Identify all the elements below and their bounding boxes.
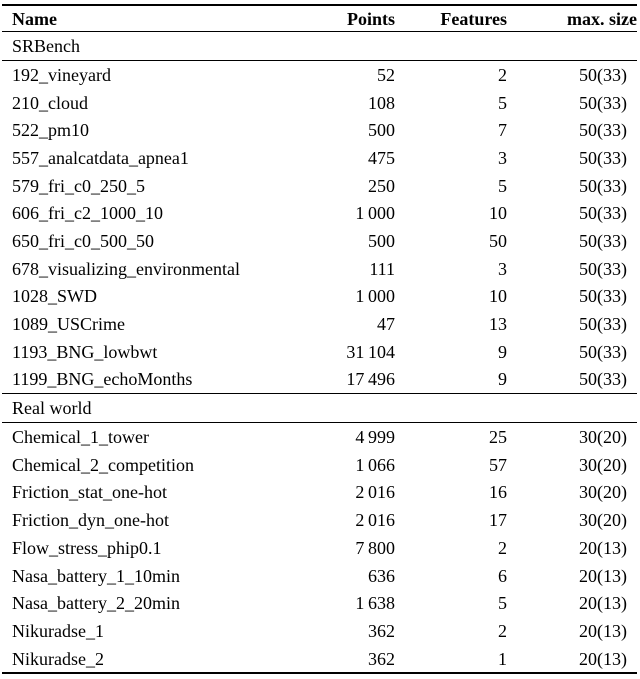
dataset-name-cell: Nasa_battery_1_10min	[12, 565, 180, 586]
value-cell: 50(33)	[579, 258, 627, 279]
value-cell: 20(13)	[579, 593, 627, 614]
value-cell: 108	[368, 92, 395, 113]
value-cell: 52	[377, 64, 395, 85]
table-row	[2, 589, 637, 617]
column-header-name: Name	[2, 5, 302, 32]
table-row	[2, 617, 637, 645]
dataset-name-cell: 1199_BNG_echoMonths	[12, 369, 193, 390]
value-cell: 2 016	[355, 510, 395, 531]
column-header-features: Features	[395, 5, 507, 32]
value-cell: 1 066	[355, 454, 395, 475]
table-row	[2, 227, 637, 255]
value-cell: 17 496	[346, 369, 395, 390]
value-cell: 6	[498, 565, 507, 586]
table-header	[2, 5, 637, 32]
dataset-name-cell: 678_visualizing_environmental	[12, 258, 240, 279]
dataset-name-cell: Nikuradse_2	[12, 648, 104, 669]
value-cell: 1 000	[355, 203, 395, 224]
value-cell: 20(13)	[579, 565, 627, 586]
table-row	[2, 255, 637, 283]
table-row	[2, 451, 637, 479]
value-cell: 13	[489, 314, 507, 335]
section-label: Real world	[2, 394, 637, 423]
dataset-name-cell: 1193_BNG_lowbwt	[12, 341, 158, 362]
value-cell: 5	[498, 92, 507, 113]
dataset-name-cell: 650_fri_c0_500_50	[12, 230, 154, 251]
value-cell: 16	[489, 482, 507, 503]
table-row	[2, 366, 637, 394]
value-cell: 636	[368, 565, 395, 586]
value-cell: 30(20)	[579, 427, 627, 448]
table-row	[2, 172, 637, 200]
value-cell: 1	[498, 648, 507, 669]
dataset-name-cell: Flow_stress_phip0.1	[12, 537, 162, 558]
value-cell: 47	[377, 314, 395, 335]
value-cell: 50(33)	[579, 369, 627, 390]
value-cell: 2	[498, 64, 507, 85]
value-cell: 2 016	[355, 482, 395, 503]
table-row	[2, 534, 637, 562]
value-cell: 50(33)	[579, 147, 627, 168]
table-row	[2, 61, 637, 89]
dataset-name-cell: 606_fri_c2_1000_10	[12, 203, 163, 224]
value-cell: 30(20)	[579, 510, 627, 531]
value-cell: 25	[489, 427, 507, 448]
value-cell: 7	[498, 120, 507, 141]
table-row	[2, 506, 637, 534]
value-cell: 30(20)	[579, 454, 627, 475]
value-cell: 500	[368, 120, 395, 141]
value-cell: 50(33)	[579, 286, 627, 307]
section-row	[2, 32, 637, 61]
value-cell: 50(33)	[579, 314, 627, 335]
dataset-name-cell: Nikuradse_1	[12, 620, 104, 641]
value-cell: 50(33)	[579, 175, 627, 196]
value-cell: 500	[368, 230, 395, 251]
table-row	[2, 310, 637, 338]
value-cell: 31 104	[346, 341, 395, 362]
value-cell: 10	[489, 203, 507, 224]
dataset-name-cell: Chemical_2_competition	[12, 454, 194, 475]
table-row	[2, 283, 637, 311]
value-cell: 5	[498, 593, 507, 614]
value-cell: 17	[489, 510, 507, 531]
section-label: SRBench	[2, 32, 637, 61]
value-cell: 1 638	[355, 593, 395, 614]
table-row	[2, 423, 637, 451]
value-cell: 9	[498, 369, 507, 390]
dataset-name-cell: Friction_dyn_one-hot	[12, 510, 169, 531]
datasets-table	[2, 4, 637, 674]
table-row	[2, 89, 637, 117]
value-cell: 50(33)	[579, 64, 627, 85]
dataset-name-cell: Friction_stat_one-hot	[12, 482, 167, 503]
value-cell: 50(33)	[579, 92, 627, 113]
table-row	[2, 479, 637, 507]
value-cell: 2	[498, 537, 507, 558]
value-cell: 20(13)	[579, 620, 627, 641]
value-cell: 3	[498, 258, 507, 279]
section-row	[2, 394, 637, 423]
value-cell: 9	[498, 341, 507, 362]
value-cell: 50(33)	[579, 120, 627, 141]
value-cell: 30(20)	[579, 482, 627, 503]
table-body	[2, 32, 637, 674]
dataset-name-cell: 579_fri_c0_250_5	[12, 175, 145, 196]
dataset-name-cell: 1089_USCrime	[12, 314, 126, 335]
value-cell: 4 999	[355, 427, 395, 448]
value-cell: 5	[498, 175, 507, 196]
value-cell: 7 800	[355, 537, 395, 558]
column-header-points: Points	[302, 5, 395, 32]
table-row	[2, 199, 637, 227]
dataset-name-cell: Nasa_battery_2_20min	[12, 593, 180, 614]
value-cell: 10	[489, 286, 507, 307]
dataset-name-cell: 557_analcatdata_apnea1	[12, 147, 189, 168]
value-cell: 111	[369, 258, 395, 279]
dataset-name-cell: 1028_SWD	[12, 286, 97, 307]
column-header-max-size: max. size	[507, 5, 637, 32]
value-cell: 1 000	[355, 286, 395, 307]
value-cell: 50(33)	[579, 203, 627, 224]
dataset-name-cell: 522_pm10	[12, 120, 90, 141]
dataset-name-cell: Chemical_1_tower	[12, 427, 149, 448]
table-row	[2, 116, 637, 144]
value-cell: 50(33)	[579, 230, 627, 251]
value-cell: 50	[489, 230, 507, 251]
value-cell: 3	[498, 147, 507, 168]
value-cell: 475	[368, 147, 395, 168]
value-cell: 2	[498, 620, 507, 641]
value-cell: 362	[368, 620, 395, 641]
value-cell: 57	[489, 454, 507, 475]
table-row	[2, 645, 637, 674]
dataset-name-cell: 210_cloud	[12, 92, 88, 113]
value-cell: 20(13)	[579, 648, 627, 669]
value-cell: 362	[368, 648, 395, 669]
value-cell: 50(33)	[579, 341, 627, 362]
header-row	[2, 5, 637, 32]
table-row	[2, 144, 637, 172]
table-row	[2, 338, 637, 366]
value-cell: 250	[368, 175, 395, 196]
table-row	[2, 562, 637, 590]
dataset-name-cell: 192_vineyard	[12, 64, 111, 85]
value-cell: 20(13)	[579, 537, 627, 558]
